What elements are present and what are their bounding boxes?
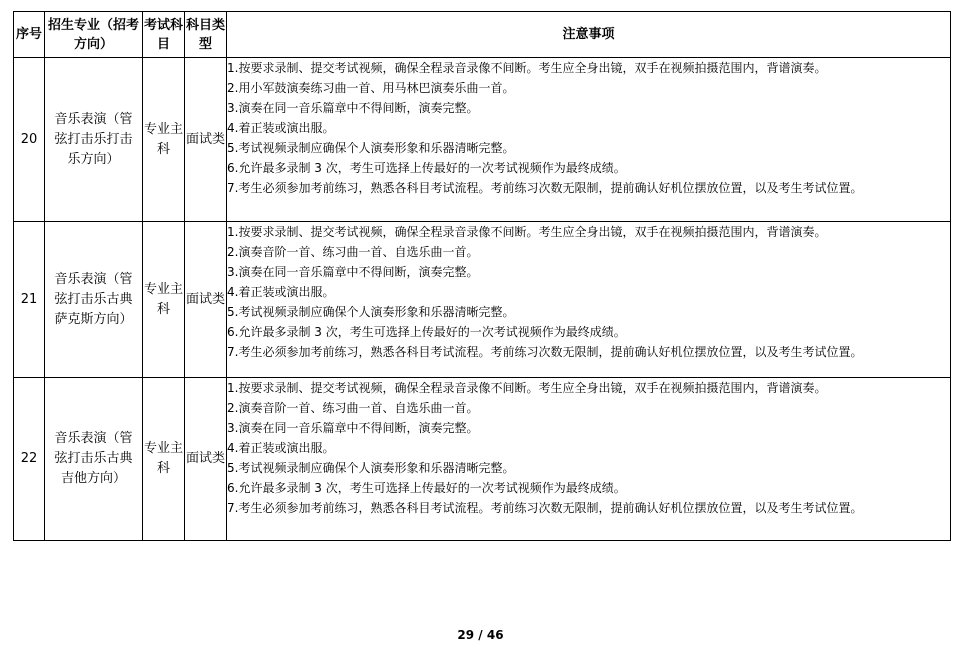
note-line: 7.考生必须参加考前练习，熟悉各科目考试流程。考前练习次数无限制，提前确认好机位摆放位置，以及考生考试位置。 <box>227 345 863 359</box>
row-no: 21 <box>14 222 45 378</box>
header-type: 科目类型 <box>185 12 227 58</box>
row-major <box>45 378 143 541</box>
row-no: 22 <box>14 378 45 541</box>
major-text: 音乐表演（管弦打击乐古典萨克斯方向） <box>54 271 133 327</box>
header-major: 招生专业（招考方向） <box>45 12 143 58</box>
note-line: 5.考试视频录制应确保个人演奏形象和乐器清晰完整。 <box>227 141 515 155</box>
row-notes <box>227 58 951 222</box>
note-line: 6.允许最多录制 3 次，考生可选择上传最好的一次考试视频作为最终成绩。 <box>227 325 626 339</box>
note-line: 1.按要求录制、提交考试视频，确保全程录音录像不间断。考生应全身出镜，双手在视频拍摄范围内，背谱演奏。 <box>227 225 827 239</box>
note-line: 4.着正装或演出服。 <box>227 121 335 135</box>
note-line: 1.按要求录制、提交考试视频，确保全程录音录像不间断。考生应全身出镜，双手在视频拍摄范围内，背谱演奏。 <box>227 61 827 75</box>
major-text: 音乐表演（管弦打击乐打击乐方向） <box>54 111 133 167</box>
note-line: 2.用小军鼓演奏练习曲一首、用马林巴演奏乐曲一首。 <box>227 81 515 95</box>
note-line: 5.考试视频录制应确保个人演奏形象和乐器清晰完整。 <box>227 461 515 475</box>
note-line: 3.演奏在同一音乐篇章中不得间断，演奏完整。 <box>227 265 479 279</box>
note-line: 6.允许最多录制 3 次，考生可选择上传最好的一次考试视频作为最终成绩。 <box>227 481 626 495</box>
table-header-row <box>14 12 951 58</box>
note-line: 7.考生必须参加考前练习，熟悉各科目考试流程。考前练习次数无限制，提前确认好机位摆放位置，以及考生考试位置。 <box>227 501 863 515</box>
header-notes: 注意事项 <box>227 12 951 58</box>
note-line: 7.考生必须参加考前练习，熟悉各科目考试流程。考前练习次数无限制，提前确认好机位摆放位置，以及考生考试位置。 <box>227 181 863 195</box>
note-line: 2.演奏音阶一首、练习曲一首、自选乐曲一首。 <box>227 245 479 259</box>
note-line: 3.演奏在同一音乐篇章中不得间断，演奏完整。 <box>227 421 479 435</box>
note-line: 1.按要求录制、提交考试视频，确保全程录音录像不间断。考生应全身出镜，双手在视频拍摄范围内，背谱演奏。 <box>227 381 827 395</box>
requirements-table <box>13 11 951 541</box>
row-type: 面试类 <box>185 378 227 541</box>
row-notes <box>227 378 951 541</box>
row-type: 面试类 <box>185 222 227 378</box>
table-row <box>14 222 951 378</box>
row-subject: 专业主科 <box>143 58 185 222</box>
row-notes <box>227 222 951 378</box>
page-number: 29 / 46 <box>457 628 504 642</box>
header-subject: 考试科目 <box>143 12 185 58</box>
table-row <box>14 378 951 541</box>
note-line: 3.演奏在同一音乐篇章中不得间断，演奏完整。 <box>227 101 479 115</box>
table-row <box>14 58 951 222</box>
note-line: 4.着正装或演出服。 <box>227 285 335 299</box>
header-no: 序号 <box>14 12 45 58</box>
row-major <box>45 58 143 222</box>
row-subject: 专业主科 <box>143 378 185 541</box>
row-subject: 专业主科 <box>143 222 185 378</box>
note-line: 2.演奏音阶一首、练习曲一首、自选乐曲一首。 <box>227 401 479 415</box>
major-text: 音乐表演（管弦打击乐古典吉他方向） <box>54 431 133 486</box>
row-no: 20 <box>14 58 45 222</box>
note-line: 4.着正装或演出服。 <box>227 441 335 455</box>
row-type: 面试类 <box>185 58 227 222</box>
note-line: 5.考试视频录制应确保个人演奏形象和乐器清晰完整。 <box>227 305 515 319</box>
row-major <box>45 222 143 378</box>
note-line: 6.允许最多录制 3 次，考生可选择上传最好的一次考试视频作为最终成绩。 <box>227 161 626 175</box>
